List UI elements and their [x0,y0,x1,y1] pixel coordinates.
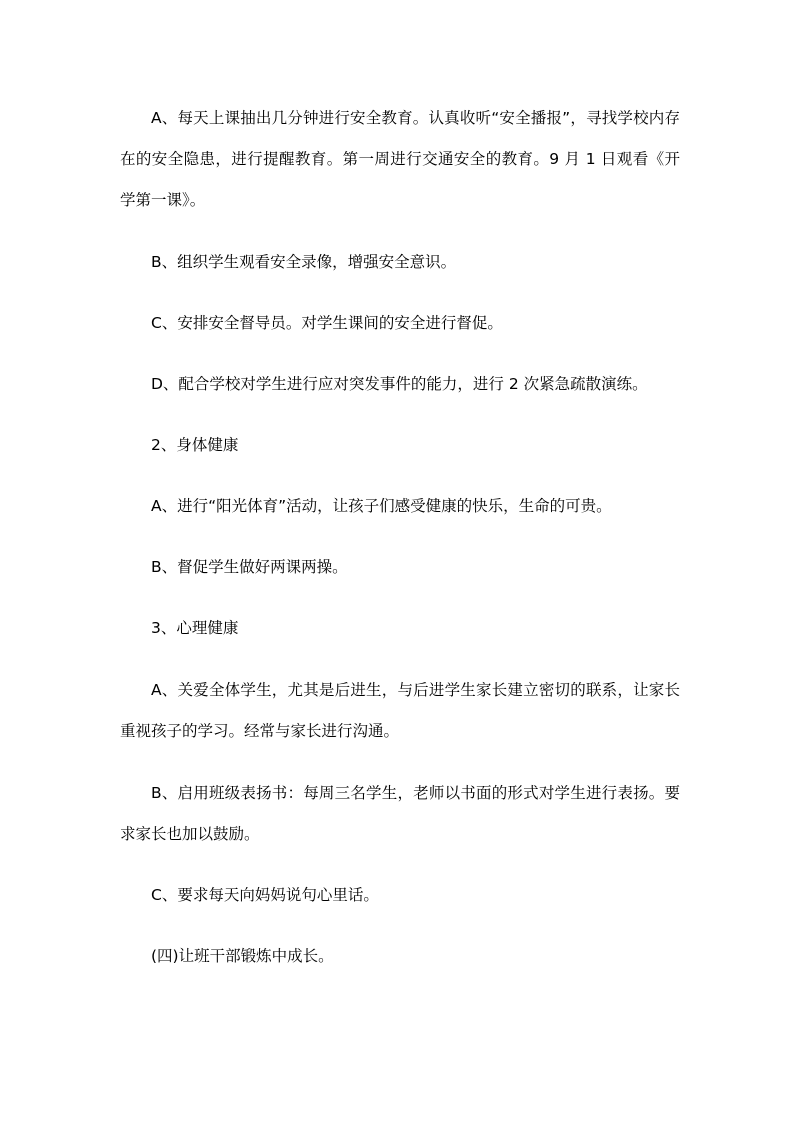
heading-physical-health: 2、身体健康 [151,436,239,454]
heading-mental-health: 3、心理健康 [151,619,239,637]
paragraph-emergency-drill: D、配合学校对学生进行应对突发事件的能力，进行 2 次紧急疏散演练。 [151,375,648,393]
paragraph-talk-to-mom: C、要求每天向妈妈说句心里话。 [151,886,379,904]
paragraph-safety-education: A、每天上课抽出几分钟进行安全教育。认真收听“安全播报”，寻找学校内存在的安全隐患，进行提醒教育。第一周进行交通安全的教育。9 月 1 日观看《开学第一课》。 [120,109,680,209]
paragraph-sunshine-sports: A、进行“阳光体育”活动，让孩子们感受健康的快乐，生命的可贵。 [151,497,612,515]
paragraph-safety-video: B、组织学生观看安全录像，增强安全意识。 [151,253,457,271]
heading-class-cadres: (四)让班干部锻炼中成长。 [151,947,334,965]
paragraph-care-students: A、关爱全体学生，尤其是后进生，与后进学生家长建立密切的联系，让家长重视孩子的学习。经常与家长进行沟通。 [120,681,680,740]
paragraph-safety-supervisor: C、安排安全督导员。对学生课间的安全进行督促。 [151,314,503,332]
paragraph-exercises: B、督促学生做好两课两操。 [151,558,348,576]
paragraph-praise-book: B、启用班级表扬书：每周三名学生，老师以书面的形式对学生进行表扬。要求家长也加以鼓励。 [120,784,680,843]
